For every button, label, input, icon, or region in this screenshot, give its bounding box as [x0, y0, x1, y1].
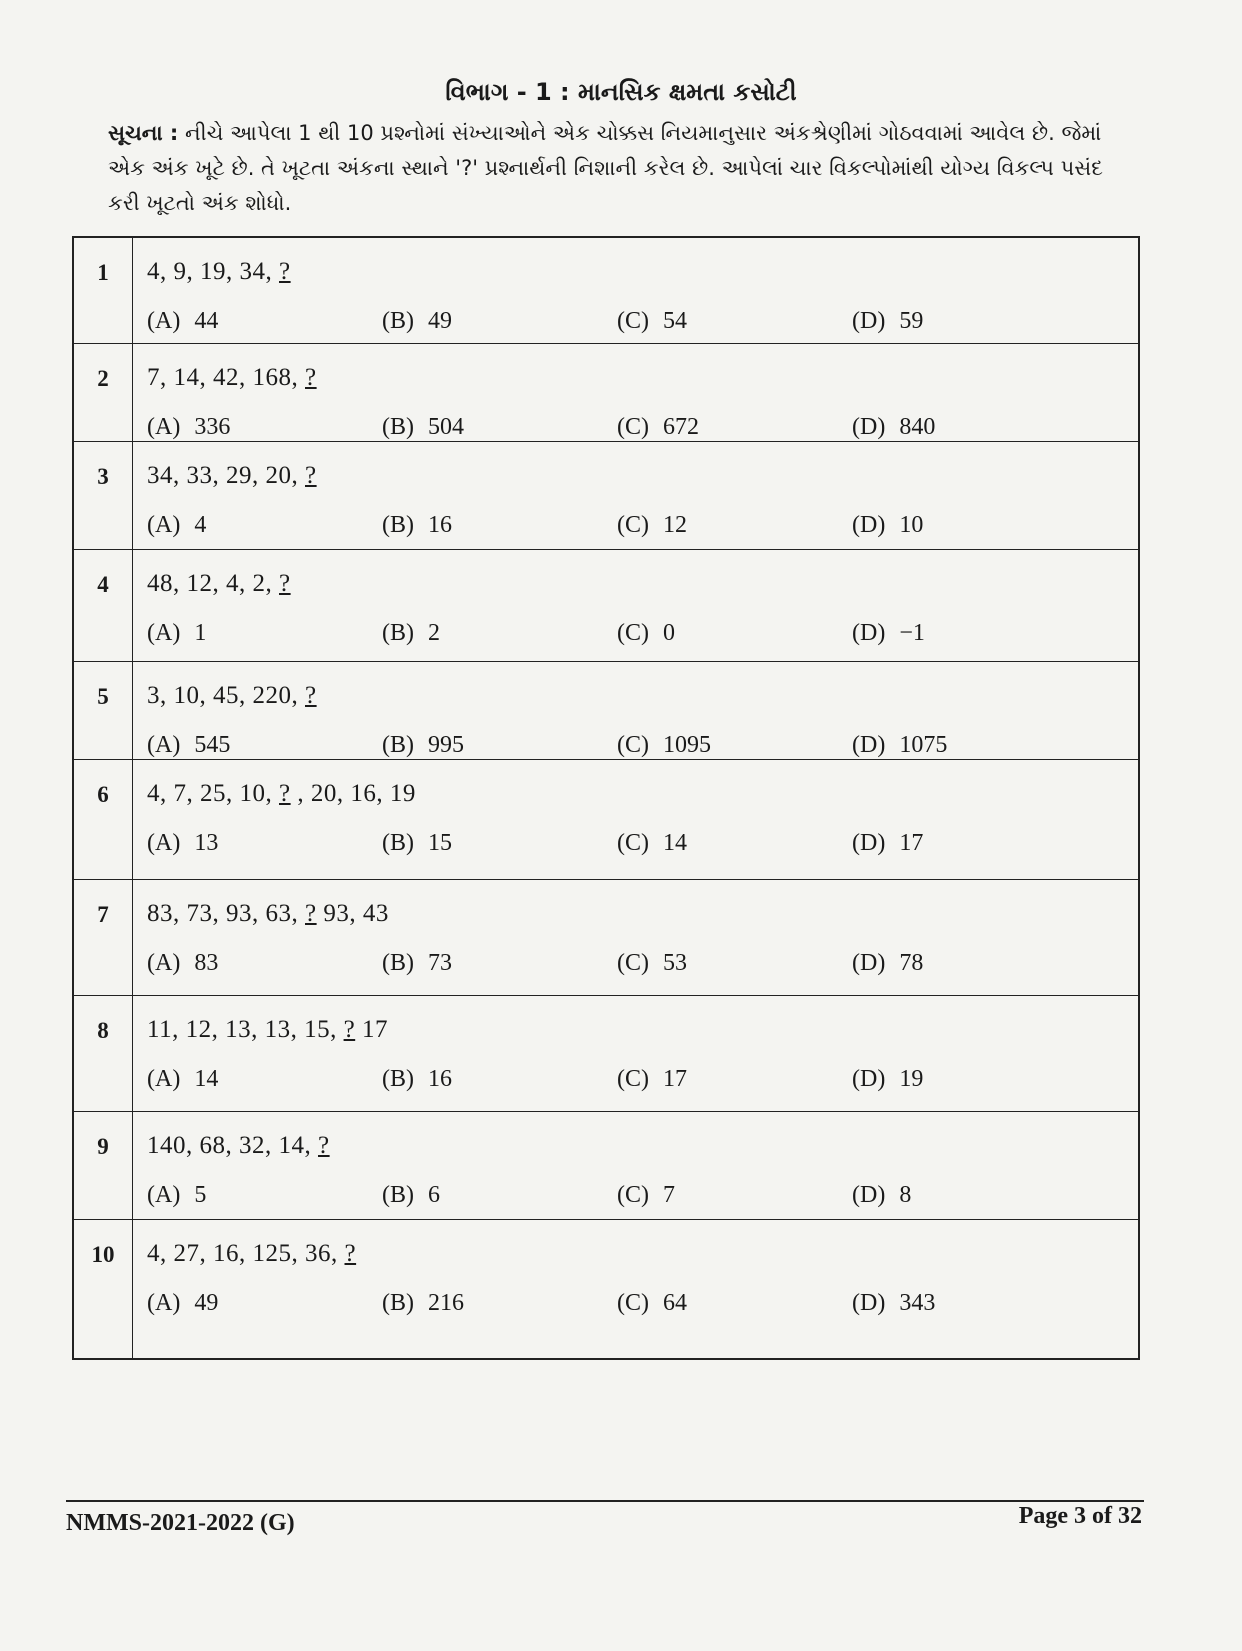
option [617, 414, 852, 441]
option-label: (A) [147, 1181, 181, 1208]
option-value: 10 [899, 511, 924, 538]
option [617, 512, 852, 539]
missing-term: ? [279, 258, 291, 285]
option-value: 336 [194, 413, 231, 440]
option-value: 216 [428, 1289, 464, 1316]
option-label: (B) [382, 413, 414, 440]
option-value: 2 [428, 619, 440, 646]
option-value: 1075 [899, 731, 948, 758]
option [852, 620, 1087, 647]
question-row [73, 237, 1139, 343]
question-number: 5 [73, 661, 133, 759]
missing-term: ? [305, 681, 317, 709]
option [617, 1182, 852, 1209]
missing-term: ? [344, 1239, 357, 1267]
option [382, 950, 617, 977]
number-series [147, 682, 1138, 710]
section-title: વિભાગ - 1 : માનસિક ક્ષમતા કસોટી [445, 78, 797, 106]
instructions-label: સૂચના : [108, 121, 179, 145]
option-label: (C) [617, 1065, 649, 1092]
option-label: (B) [382, 731, 414, 758]
option-value: 8 [899, 1181, 912, 1208]
option-value: 0 [663, 619, 675, 646]
option-value: 17 [899, 829, 924, 856]
option [617, 1290, 852, 1317]
option [147, 830, 382, 857]
options-row [147, 1290, 1138, 1317]
option-value: 16 [428, 1065, 452, 1092]
option [852, 732, 1087, 759]
question-number: 1 [73, 237, 133, 343]
instructions-text: નીચે આપેલા 1 થી 10 પ્રશ્નોમાં સંખ્યાઓને એક ચોક્કસ નિયમાનુસાર અંકશ્રેણીમાં ગોઠવવામાં આવેલ છે. જેમાં એક અંક ખૂટે છે. તે ખૂટતા અંકના સ્થાને '?' પ્રશ્નાર્થની નિશાની કરેલ છે. આપેલાં ચાર વિકલ્પોમાંથી યોગ્ય વિકલ્પ પસંદ કરી ખૂટતો અંક શોધો. [108, 121, 1103, 215]
number-series [147, 1016, 1138, 1044]
option [852, 1290, 1087, 1317]
series-start: 4, 27, 16, 125, 36, [147, 1239, 345, 1267]
series-start: 4, 7, 25, 10, [147, 779, 279, 807]
number-series [147, 258, 1138, 286]
questions-table [72, 236, 1140, 1360]
missing-term: ? [318, 1131, 330, 1159]
option-value: 12 [663, 511, 687, 538]
question-row [73, 759, 1139, 879]
option [617, 620, 852, 647]
series-start: 11, 12, 13, 13, 15, [147, 1015, 344, 1043]
option-label: (A) [147, 308, 181, 334]
option-value: 6 [428, 1181, 440, 1208]
option-value: 1095 [663, 731, 711, 758]
option-label: (C) [617, 413, 649, 440]
options-row [147, 1066, 1138, 1093]
option [147, 1182, 382, 1209]
option-value: 840 [899, 413, 936, 440]
option-label: (B) [382, 829, 414, 856]
option-label: (D) [852, 308, 886, 334]
option-label: (A) [147, 1065, 181, 1092]
option-value: 59 [899, 308, 924, 334]
option-value: 13 [194, 829, 219, 856]
option [382, 414, 617, 441]
option-value: 83 [194, 949, 219, 976]
option-label: (C) [617, 949, 649, 976]
question-body [133, 549, 1140, 661]
option-label: (C) [617, 511, 649, 538]
option [382, 732, 617, 759]
options-row [147, 732, 1138, 759]
option-value: 672 [663, 413, 699, 440]
options-row [147, 512, 1138, 539]
option [852, 1066, 1087, 1093]
option-label: (D) [852, 511, 886, 538]
option-label: (C) [617, 1181, 649, 1208]
option [852, 414, 1087, 441]
series-start: 48, 12, 4, 2, [147, 569, 279, 597]
option [617, 830, 852, 857]
option-label: (B) [382, 619, 414, 646]
option [147, 950, 382, 977]
option [147, 512, 382, 539]
option [617, 308, 852, 335]
option-label: (A) [147, 619, 181, 646]
option-label: (A) [147, 731, 181, 758]
options-row [147, 830, 1138, 857]
option-label: (D) [852, 413, 886, 440]
option [852, 1182, 1087, 1209]
option-label: (A) [147, 511, 181, 538]
question-body [133, 879, 1140, 995]
question-number: 4 [73, 549, 133, 661]
number-series [147, 1240, 1138, 1268]
question-number: 7 [73, 879, 133, 995]
question-row [73, 343, 1139, 441]
question-number: 9 [73, 1111, 133, 1219]
question-body [133, 1111, 1140, 1219]
question-row [73, 995, 1139, 1111]
missing-term: ? [343, 1015, 356, 1043]
question-row [73, 661, 1139, 759]
option-label: (D) [852, 619, 886, 646]
option-value: 49 [194, 1289, 219, 1316]
series-start: 4, 9, 19, 34, [147, 258, 279, 285]
option-value: 7 [663, 1181, 675, 1208]
option-label: (D) [852, 829, 886, 856]
page-number: Page 3 of 32 [1018, 1503, 1142, 1529]
option [147, 308, 382, 335]
option-value: 16 [428, 511, 452, 538]
option [617, 1066, 852, 1093]
question-body [133, 661, 1140, 759]
option-label: (D) [852, 731, 886, 758]
number-series [147, 462, 1138, 490]
option-value: 73 [428, 949, 452, 976]
question-number: 3 [73, 441, 133, 549]
missing-term: ? [305, 899, 317, 927]
option [147, 620, 382, 647]
options-row [147, 620, 1138, 647]
missing-term: ? [279, 569, 291, 597]
question-body [133, 1219, 1140, 1359]
option-value: 17 [663, 1065, 687, 1092]
question-body [133, 237, 1140, 343]
question-row [73, 549, 1139, 661]
option-value: 44 [194, 308, 219, 334]
option-label: (C) [617, 619, 649, 646]
option [382, 830, 617, 857]
options-row [147, 1182, 1138, 1209]
option-value: 14 [194, 1065, 219, 1092]
option [382, 620, 617, 647]
option [382, 512, 617, 539]
option-value: 504 [428, 413, 464, 440]
option-label: (C) [617, 1289, 649, 1316]
question-number: 6 [73, 759, 133, 879]
question-number: 8 [73, 995, 133, 1111]
option-label: (D) [852, 1065, 886, 1092]
question-row [73, 879, 1139, 995]
option-label: (A) [147, 949, 181, 976]
question-number: 2 [73, 343, 133, 441]
question-row [73, 441, 1139, 549]
option-label: (A) [147, 413, 181, 440]
number-series [147, 900, 1138, 928]
instructions [108, 116, 1138, 221]
option-value: 53 [663, 949, 687, 976]
option-label: (B) [382, 1289, 414, 1316]
series-start: 83, 73, 93, 63, [147, 899, 305, 927]
option-label: (C) [617, 308, 649, 334]
option-value: 5 [194, 1181, 207, 1208]
question-body [133, 759, 1140, 879]
options-row [147, 308, 1138, 335]
option-value: 14 [663, 829, 687, 856]
option [382, 1066, 617, 1093]
question-body [133, 343, 1140, 441]
question-row [73, 1219, 1139, 1359]
option-label: (B) [382, 308, 414, 334]
option [382, 1290, 617, 1317]
options-row [147, 950, 1138, 977]
option [852, 308, 1087, 335]
option [617, 732, 852, 759]
missing-term: ? [305, 363, 317, 391]
question-row [73, 1111, 1139, 1219]
option-label: (B) [382, 949, 414, 976]
number-series [147, 364, 1138, 392]
series-start: 140, 68, 32, 14, [147, 1131, 318, 1159]
question-body [133, 441, 1140, 549]
series-start: 3, 10, 45, 220, [147, 681, 305, 709]
option-value: 64 [663, 1289, 687, 1316]
series-start: 7, 14, 42, 168, [147, 363, 305, 391]
series-end: 17 [355, 1015, 388, 1043]
number-series [147, 1132, 1138, 1160]
series-end: 93, 43 [316, 899, 389, 927]
option-label: (C) [617, 829, 649, 856]
option-label: (B) [382, 1065, 414, 1092]
option [617, 950, 852, 977]
option-label: (A) [147, 829, 181, 856]
option [382, 1182, 617, 1209]
number-series [147, 780, 1138, 808]
option-label: (B) [382, 1181, 414, 1208]
options-row [147, 414, 1138, 441]
number-series [147, 570, 1138, 598]
option [852, 512, 1087, 539]
missing-term: ? [305, 461, 317, 489]
option [147, 1290, 382, 1317]
option-value: 1 [194, 619, 207, 646]
option-value: 49 [428, 308, 452, 334]
option-label: (A) [147, 1289, 181, 1316]
series-end: , 20, 16, 19 [290, 779, 416, 807]
option [147, 1066, 382, 1093]
exam-code: NMMS-2021-2022 (G) [66, 1510, 295, 1536]
option [147, 414, 382, 441]
option-value: 545 [194, 731, 231, 758]
question-body [133, 995, 1140, 1111]
option [382, 308, 617, 335]
option-label: (D) [852, 1181, 886, 1208]
question-number: 10 [73, 1219, 133, 1359]
option-label: (D) [852, 1289, 886, 1316]
option-value: 995 [428, 731, 464, 758]
option-value: −1 [899, 619, 925, 646]
missing-term: ? [279, 779, 291, 807]
option-value: 54 [663, 308, 687, 334]
option-label: (B) [382, 511, 414, 538]
footer-divider [66, 1500, 1144, 1502]
series-start: 34, 33, 29, 20, [147, 461, 305, 489]
option-value: 19 [899, 1065, 924, 1092]
option-label: (C) [617, 731, 649, 758]
option [852, 830, 1087, 857]
option-value: 4 [194, 511, 207, 538]
option-value: 343 [899, 1289, 936, 1316]
option-value: 15 [428, 829, 452, 856]
option-label: (D) [852, 949, 886, 976]
option-value: 78 [899, 949, 924, 976]
option [852, 950, 1087, 977]
option [147, 732, 382, 759]
